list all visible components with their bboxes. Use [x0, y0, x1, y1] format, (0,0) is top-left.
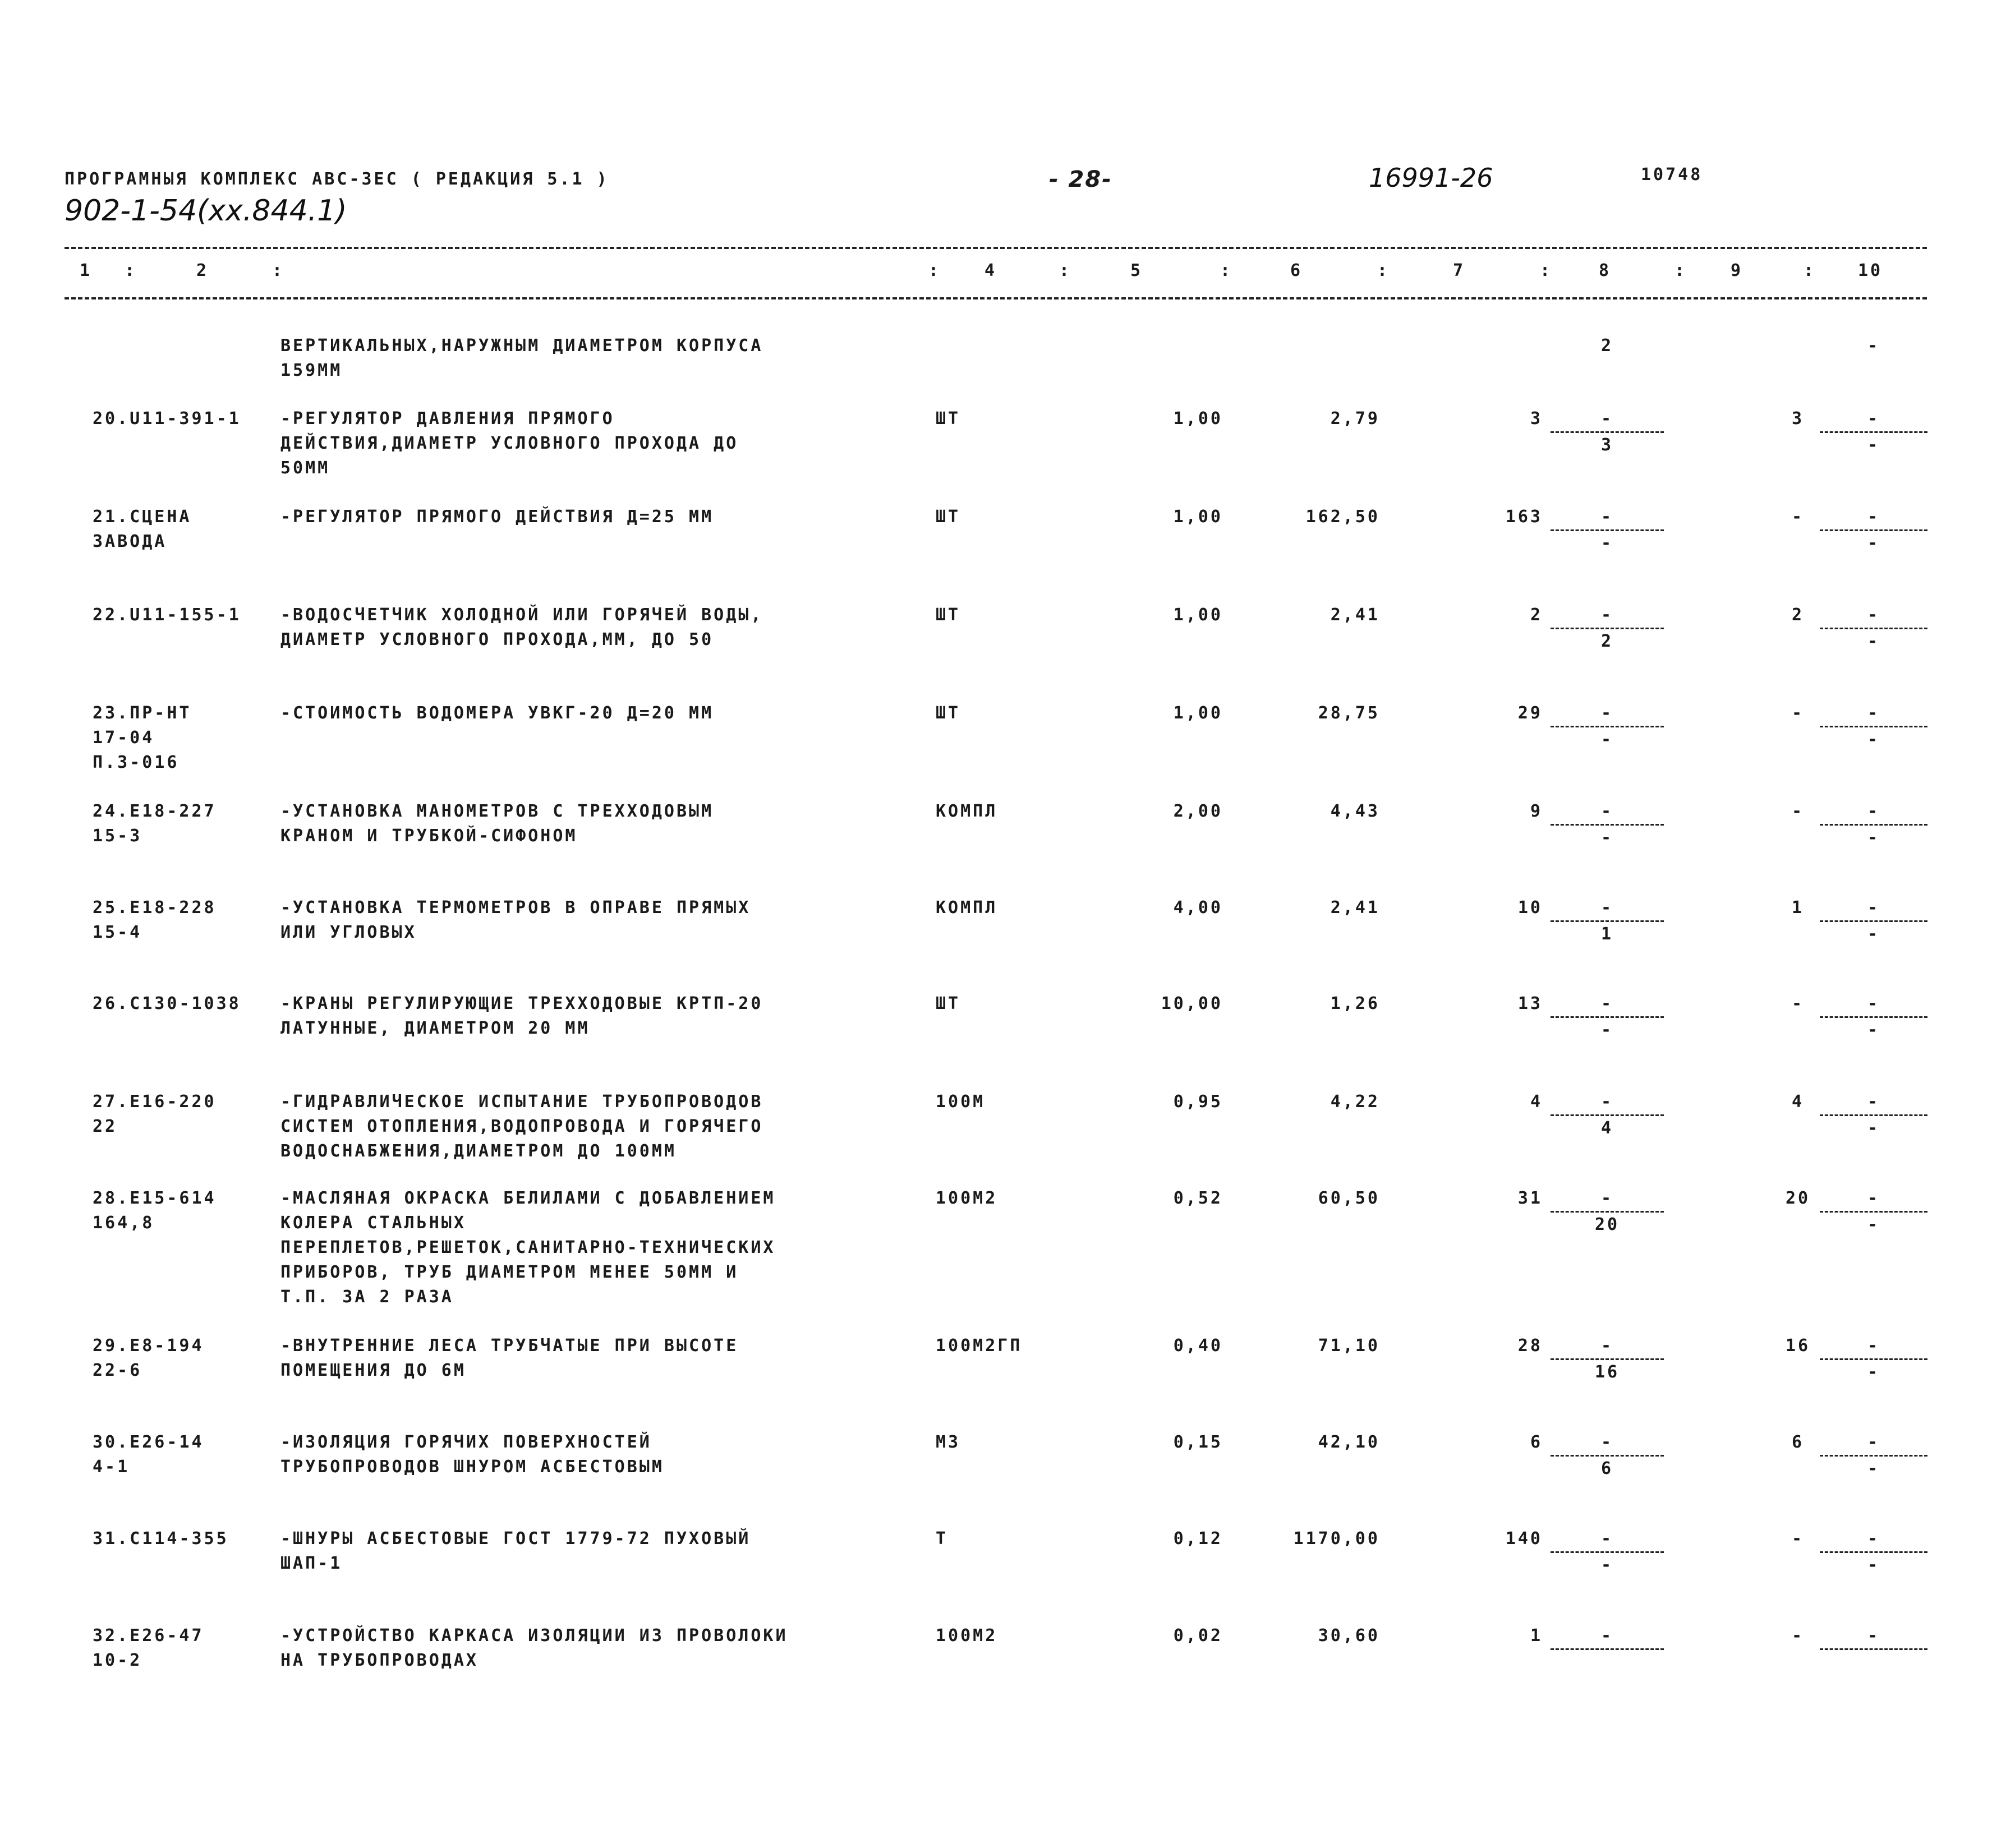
row-total: 10	[1517, 898, 1543, 918]
row-col9: -	[1791, 703, 1805, 723]
row-col8-top: -	[1600, 1626, 1614, 1646]
row-unit: ШТ	[936, 605, 961, 625]
row-col8	[1548, 1430, 1666, 1481]
row-col10-top: -	[1867, 409, 1880, 428]
col-7: 7	[1453, 261, 1466, 280]
row-col9: -	[1791, 801, 1805, 821]
row-code: 24.Е18-227 15-3	[93, 801, 217, 846]
row-unit-price: 60,50	[1318, 1188, 1380, 1208]
row-unit-price: 71,10	[1318, 1336, 1380, 1356]
row-col10-bottom	[1818, 1650, 1930, 1675]
row-quantity: 4,00	[1173, 898, 1223, 918]
row-col10-bottom: -	[1867, 924, 1880, 944]
row-col8	[1548, 1334, 1666, 1385]
row-col10-top: -	[1867, 1336, 1880, 1356]
row-col10	[1818, 799, 1930, 850]
row-col10-top: -	[1867, 1432, 1880, 1452]
row-col8	[1548, 1186, 1666, 1237]
row-col9: -	[1791, 994, 1805, 1013]
row-quantity: 0,02	[1173, 1626, 1223, 1646]
row-unit-price: 4,22	[1330, 1092, 1380, 1112]
row-col10-top: -	[1867, 703, 1880, 723]
row-quantity: 0,12	[1173, 1529, 1223, 1549]
row-col10	[1818, 334, 1930, 358]
row-col10	[1818, 505, 1930, 556]
row-col10-top: -	[1867, 898, 1880, 918]
row-unit-price: 30,60	[1318, 1626, 1380, 1646]
row-col10-top: -	[1867, 605, 1880, 625]
row-col10-bottom: -	[1867, 632, 1880, 651]
row-col9: 6	[1791, 1432, 1805, 1452]
row-unit: Т	[936, 1529, 949, 1549]
row-quantity: 0,52	[1173, 1188, 1223, 1208]
row-description: ВЕРТИКАЛЬНЫХ,НАРУЖНЫМ ДИАМЕТРОМ КОРПУСА 159ММ	[280, 336, 763, 380]
row-quantity: 1,00	[1173, 409, 1223, 428]
row-unit-price: 2,79	[1330, 409, 1380, 428]
row-col8	[1548, 896, 1666, 947]
row-col8-bottom: 1	[1600, 924, 1614, 944]
row-col8-bottom: 3	[1600, 435, 1614, 455]
row-total: 140	[1505, 1529, 1543, 1549]
row-unit: ШТ	[936, 507, 961, 527]
row-code: 31.С114-355	[93, 1529, 229, 1549]
row-col8-top: 2	[1600, 336, 1614, 356]
row-col8	[1548, 1624, 1666, 1675]
row-col10-bottom: -	[1867, 1459, 1880, 1478]
row-unit-price: 1170,00	[1293, 1529, 1380, 1549]
row-col10	[1818, 603, 1930, 654]
row-col10	[1818, 701, 1930, 752]
row-col9: 3	[1791, 409, 1805, 428]
col-1: 1	[80, 261, 93, 280]
row-col10	[1818, 1090, 1930, 1141]
row-total: 2	[1530, 605, 1543, 625]
header-rule-top	[65, 247, 1927, 249]
row-description: -УСТАНОВКА ТЕРМОМЕТРОВ В ОПРАВЕ ПРЯМЫХ ИЛИ УГЛОВЫХ	[280, 898, 751, 942]
row-quantity: 0,15	[1173, 1432, 1223, 1452]
row-unit-price: 2,41	[1330, 898, 1380, 918]
row-code: 26.С130-1038	[93, 994, 241, 1013]
row-description: -РЕГУЛЯТОР ПРЯМОГО ДЕЙСТВИЯ Д=25 ММ	[280, 507, 714, 527]
row-code: 28.Е15-614 164,8	[93, 1188, 217, 1233]
col-sep: :	[1674, 261, 1687, 280]
row-code: 30.Е26-14 4-1	[93, 1432, 204, 1477]
row-col10-bottom: -	[1867, 1362, 1880, 1382]
row-col8	[1548, 334, 1666, 358]
row-col8-top: -	[1600, 1432, 1614, 1452]
row-col10-top: -	[1867, 336, 1880, 356]
row-total: 29	[1517, 703, 1543, 723]
row-col8	[1548, 505, 1666, 556]
row-description: -МАСЛЯНАЯ ОКРАСКА БЕЛИЛАМИ С ДОБАВЛЕНИЕМ КОЛЕРА СТАЛЬНЫХ ПЕРЕПЛЕТОВ,РЕШЕТОК,САНИТАРНО-ТЕХНИЧЕСКИХ ПРИБОРОВ, ТРУБ ДИАМЕТРОМ МЕНЕЕ 50ММ И Т.П. ЗА 2 РАЗА	[280, 1188, 776, 1307]
row-unit: ШТ	[936, 994, 961, 1013]
row-col8-bottom: 6	[1600, 1459, 1614, 1478]
row-col8-top: -	[1600, 801, 1614, 821]
row-description: -ШНУРЫ АСБЕСТОВЫЕ ГОСТ 1779-72 ПУХОВЫЙ ШАП-1	[280, 1529, 751, 1573]
row-col9: 4	[1791, 1092, 1805, 1112]
row-col8-bottom: -	[1600, 1020, 1614, 1040]
row-unit: КОМПЛ	[936, 801, 998, 821]
row-col8	[1548, 992, 1666, 1043]
row-col8-top: -	[1600, 507, 1614, 527]
row-col8-bottom: -	[1600, 828, 1614, 847]
row-quantity: 2,00	[1173, 801, 1223, 821]
row-col10-bottom: -	[1867, 533, 1880, 553]
row-quantity: 0,40	[1173, 1336, 1223, 1356]
row-col8-top: -	[1600, 1336, 1614, 1356]
row-col10-bottom: -	[1867, 1118, 1880, 1138]
row-unit-price: 162,50	[1305, 507, 1380, 527]
row-code: 21.СЦЕНА ЗАВОДА	[93, 507, 192, 551]
row-col8	[1548, 799, 1666, 850]
row-total: 3	[1530, 409, 1543, 428]
col-10: 10	[1858, 261, 1883, 280]
row-col9: 16	[1785, 1336, 1811, 1356]
row-code: 29.Е8-194 22-6	[93, 1336, 204, 1380]
row-col10	[1818, 1334, 1930, 1385]
project-number: 902-1-54(xx.844.1)	[65, 194, 347, 228]
col-sep: :	[928, 261, 941, 280]
header-rule-bottom	[65, 297, 1927, 299]
row-col8-top: -	[1600, 1092, 1614, 1112]
row-total: 13	[1517, 994, 1543, 1013]
row-total: 163	[1505, 507, 1543, 527]
row-col8	[1548, 603, 1666, 654]
row-col8-top: -	[1600, 1529, 1614, 1549]
row-description: -ГИДРАВЛИЧЕСКОЕ ИСПЫТАНИЕ ТРУБОПРОВОДОВ СИСТЕМ ОТОПЛЕНИЯ,ВОДОПРОВОДА И ГОРЯЧЕГО ВОДОСНАБЖЕНИЯ,ДИАМЕТРОМ ДО 100ММ	[280, 1092, 763, 1161]
row-unit: 100М2	[936, 1188, 998, 1208]
row-col8-top: -	[1600, 409, 1614, 428]
row-unit-price: 4,43	[1330, 801, 1380, 821]
row-total: 1	[1530, 1626, 1543, 1646]
row-total: 4	[1530, 1092, 1543, 1112]
row-code: 27.Е16-220 22	[93, 1092, 217, 1136]
row-col9: 2	[1791, 605, 1805, 625]
row-description: -ВНУТРЕННИЕ ЛЕСА ТРУБЧАТЫЕ ПРИ ВЫСОТЕ ПОМЕЩЕНИЯ ДО 6М	[280, 1336, 739, 1380]
row-description: -УСТАНОВКА МАНОМЕТРОВ С ТРЕХХОДОВЫМ КРАНОМ И ТРУБКОЙ-СИФОНОМ	[280, 801, 714, 846]
row-col8-top: -	[1600, 1188, 1614, 1208]
row-col8-top: -	[1600, 605, 1614, 625]
row-description: -СТОИМОСТЬ ВОДОМЕРА УВКГ-20 Д=20 ММ	[280, 703, 714, 723]
row-quantity: 1,00	[1173, 507, 1223, 527]
row-unit: М3	[936, 1432, 961, 1452]
row-col10-top: -	[1867, 1529, 1880, 1549]
row-unit-price: 28,75	[1318, 703, 1380, 723]
row-col9: 1	[1791, 898, 1805, 918]
col-sep: :	[1377, 261, 1390, 280]
col-sep: :	[1804, 261, 1816, 280]
row-col10-bottom: -	[1867, 730, 1880, 749]
code-right: 10748	[1641, 165, 1703, 185]
row-col8-top: -	[1600, 994, 1614, 1013]
row-col8	[1548, 701, 1666, 752]
row-unit-price: 2,41	[1330, 605, 1380, 625]
row-unit: ШТ	[936, 409, 961, 428]
row-col10-top: -	[1867, 1626, 1880, 1646]
row-description: -ВОДОСЧЕТЧИК ХОЛОДНОЙ ИЛИ ГОРЯЧЕЙ ВОДЫ, ДИАМЕТР УСЛОВНОГО ПРОХОДА,ММ, ДО 50	[280, 605, 763, 649]
row-total: 31	[1517, 1188, 1543, 1208]
row-unit: 100М2	[936, 1626, 998, 1646]
col-sep: :	[125, 261, 137, 280]
row-unit: 100М	[936, 1092, 986, 1112]
row-total: 6	[1530, 1432, 1543, 1452]
row-col10-top: -	[1867, 1092, 1880, 1112]
row-col9: -	[1791, 1529, 1805, 1549]
col-sep: :	[1220, 261, 1233, 280]
row-quantity: 0,95	[1173, 1092, 1223, 1112]
row-col10	[1818, 1527, 1930, 1578]
row-col10	[1818, 1624, 1930, 1675]
row-col10-bottom: -	[1867, 1555, 1880, 1575]
row-col10	[1818, 896, 1930, 947]
row-col8-bottom	[1548, 1650, 1666, 1675]
row-col10	[1818, 992, 1930, 1043]
row-col10-top: -	[1867, 994, 1880, 1013]
row-total: 9	[1530, 801, 1543, 821]
row-description: -РЕГУЛЯТОР ДАВЛЕНИЯ ПРЯМОГО ДЕЙСТВИЯ,ДИАМЕТР УСЛОВНОГО ПРОХОДА ДО 50ММ	[280, 409, 739, 478]
program-title: ПРОГРАМНЫЯ КОМПЛЕКС АВС-ЗЕС ( РЕДАКЦИЯ 5.1 )	[65, 169, 609, 189]
col-sep: :	[1540, 261, 1553, 280]
col-sep: :	[272, 261, 285, 280]
row-col8-bottom: 4	[1600, 1118, 1614, 1138]
row-col10-bottom: -	[1867, 1020, 1880, 1040]
row-unit: 100М2ГП	[936, 1336, 1023, 1356]
row-unit: ШТ	[936, 703, 961, 723]
row-code: 25.Е18-228 15-4	[93, 898, 217, 942]
row-col9: -	[1791, 1626, 1805, 1646]
row-col8-bottom: -	[1600, 730, 1614, 749]
document-number: 16991-26	[1369, 163, 1493, 193]
col-4: 4	[985, 261, 997, 280]
col-2: 2	[196, 261, 209, 280]
col-9: 9	[1731, 261, 1743, 280]
row-col8-bottom: -	[1600, 533, 1614, 553]
row-col8-top: -	[1600, 703, 1614, 723]
row-quantity: 10,00	[1161, 994, 1223, 1013]
row-description: -УСТРОЙСТВО КАРКАСА ИЗОЛЯЦИИ ИЗ ПРОВОЛОКИ НА ТРУБОПРОВОДАХ	[280, 1626, 788, 1670]
row-total: 28	[1517, 1336, 1543, 1356]
row-unit: КОМПЛ	[936, 898, 998, 918]
row-code: 22.U11-155-1	[93, 605, 241, 625]
row-quantity: 1,00	[1173, 605, 1223, 625]
row-col10	[1818, 1430, 1930, 1481]
row-description: -КРАНЫ РЕГУЛИРУЮЩИЕ ТРЕХХОДОВЫЕ КРТП-20 ЛАТУННЫЕ, ДИАМЕТРОМ 20 ММ	[280, 994, 763, 1038]
row-code: 23.ПР-НТ 17-04 П.3-016	[93, 703, 192, 772]
col-sep: :	[1059, 261, 1072, 280]
row-col10-bottom: -	[1867, 1215, 1880, 1234]
row-quantity: 1,00	[1173, 703, 1223, 723]
row-col8-bottom: 20	[1594, 1215, 1620, 1234]
row-col8	[1548, 407, 1666, 458]
row-col9: 20	[1785, 1188, 1811, 1208]
row-col8-bottom: 16	[1594, 1362, 1620, 1382]
row-col8-bottom: -	[1600, 1555, 1614, 1575]
col-8: 8	[1599, 261, 1612, 280]
row-col9: -	[1791, 507, 1805, 527]
row-col8	[1548, 1090, 1666, 1141]
row-unit-price: 42,10	[1318, 1432, 1380, 1452]
row-col8-top: -	[1600, 898, 1614, 918]
col-5: 5	[1130, 261, 1143, 280]
row-col10-top: -	[1867, 1188, 1880, 1208]
row-col8-bottom: 2	[1600, 632, 1614, 651]
row-col10-top: -	[1867, 801, 1880, 821]
row-col10	[1818, 407, 1930, 458]
page-number: - 28-	[1049, 167, 1112, 192]
row-code: 20.U11-391-1	[93, 409, 241, 428]
row-col10-bottom: -	[1867, 828, 1880, 847]
row-code: 32.Е26-47 10-2	[93, 1626, 204, 1670]
row-col10-bottom: -	[1867, 435, 1880, 455]
row-description: -ИЗОЛЯЦИЯ ГОРЯЧИХ ПОВЕРХНОСТЕЙ ТРУБОПРОВОДОВ ШНУРОМ АСБЕСТОВЫМ	[280, 1432, 664, 1477]
col-6: 6	[1290, 261, 1303, 280]
row-col8	[1548, 1527, 1666, 1578]
row-unit-price: 1,26	[1330, 994, 1380, 1013]
row-col10-top: -	[1867, 507, 1880, 527]
row-col10	[1818, 1186, 1930, 1237]
